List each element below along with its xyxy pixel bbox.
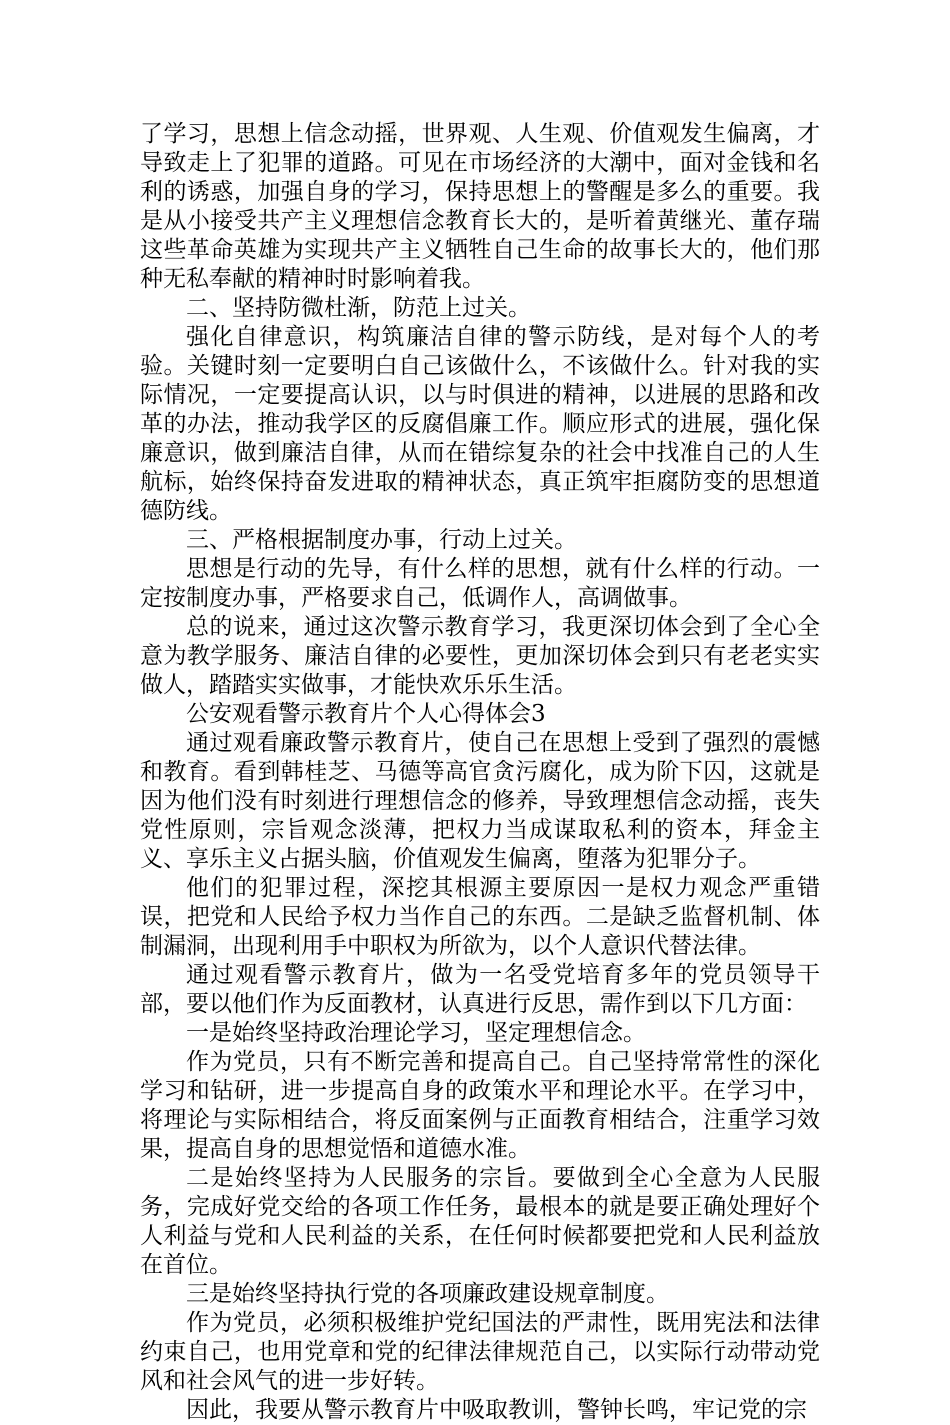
- section-heading: 三、严格根据制度办事，行动上过关。: [186, 527, 577, 553]
- paragraph: 强化自律意识，构筑廉洁自律的警示防线，是对每个人的考验。关键时刻一定要明白自己该做什么，不该做什么。针对我的实际情况，一定要提高认识，以与时俱进的精神，以进展的思路和改革的办法，推动我学区的反腐倡廉工作。顺应形式的进展，强化保廉意识，做到廉洁自律，从而在错综复杂的社会中找准自己的人生航标，始终保持奋发进取的精神状态，真正筑牢拒腐防变的思想道德防线。: [140, 324, 820, 524]
- paragraph: 他们的犯罪过程，深挖其根源主要原因一是权力观念严重错误，把党和人民给予权力当作自己的东西。二是缺乏监督机制、体制漏洞，出现利用手中职权为所欲为，以个人意识代替法律。: [140, 875, 820, 959]
- paragraph: 因此，我要从警示教育片中吸取教训，警钟长鸣，牢记党的宗: [186, 1397, 807, 1423]
- section-heading: 三是始终坚持执行党的各项廉政建设规章制度。: [186, 1281, 669, 1307]
- paragraph: 通过观看廉政警示教育片，使自己在思想上受到了强烈的震憾和教育。看到韩桂芝、马德等高官贪污腐化，成为阶下囚，这就是因为他们没有时刻进行理想信念的修养，导致理想信念动摇，丧失党性原则，宗旨观念淡薄，把权力当成谋取私利的资本，拜金主义、享乐主义占据头脑，价值观发生偏离，堕落为犯罪分子。: [140, 730, 820, 872]
- paragraph: 思想是行动的先导，有什么样的思想，就有什么样的行动。一定按制度办事，严格要求自己，低调作人，高调做事。: [140, 556, 820, 611]
- paragraph: 了学习，思想上信念动摇，世界观、人生观、价值观发生偏离，才导致走上了犯罪的道路。可见在市场经济的大潮中，面对金钱和名利的诱惑，加强自身的学习，保持思想上的警醒是多么的重要。我是从小接受共产主义理想信念教育长大的，是听着黄继光、董存瑞这些革命英雄为实现共产主义牺牲自己生命的故事长大的，他们那种无私奉献的精神时时影响着我。: [140, 121, 820, 292]
- article-title: 公安观看警示教育片个人心得体会3: [186, 701, 546, 727]
- paragraph: 二是始终坚持为人民服务的宗旨。要做到全心全意为人民服务，完成好党交给的各项工作任务，最根本的就是要正确处理好个人利益与党和人民利益的关系，在任何时候都要把党和人民利益放在首位。: [140, 1165, 820, 1278]
- paragraph: 总的说来，通过这次警示教育学习，我更深切体会到了全心全意为教学服务、廉洁自律的必要性，更加深切体会到只有老老实实做人，踏踏实实做事，才能快欢乐乐生活。: [140, 614, 820, 698]
- paragraph: 通过观看警示教育片，做为一名受党培育多年的党员领导干部，要以他们作为反面教材，认真进行反思，需作到以下几方面：: [140, 962, 820, 1017]
- section-heading: 二、坚持防微杜渐，防范上过关。: [186, 295, 531, 321]
- paragraph: 作为党员，必须积极维护党纪国法的严肃性，既用宪法和法律约束自己，也用党章和党的纪律法律规范自己，以实际行动带动党风和社会风气的进一步好转。: [140, 1310, 820, 1394]
- paragraph: 作为党员，只有不断完善和提高自己。自己坚持常常性的深化学习和钻研，进一步提高自身的政策水平和理论水平。在学习中，将理论与实际相结合，将反面案例与正面教育相结合，注重学习效果，提高自身的思想觉悟和道德水准。: [140, 1049, 820, 1162]
- section-heading: 一是始终坚持政治理论学习，坚定理想信念。: [186, 1020, 646, 1046]
- document-body: [140, 120, 820, 1425]
